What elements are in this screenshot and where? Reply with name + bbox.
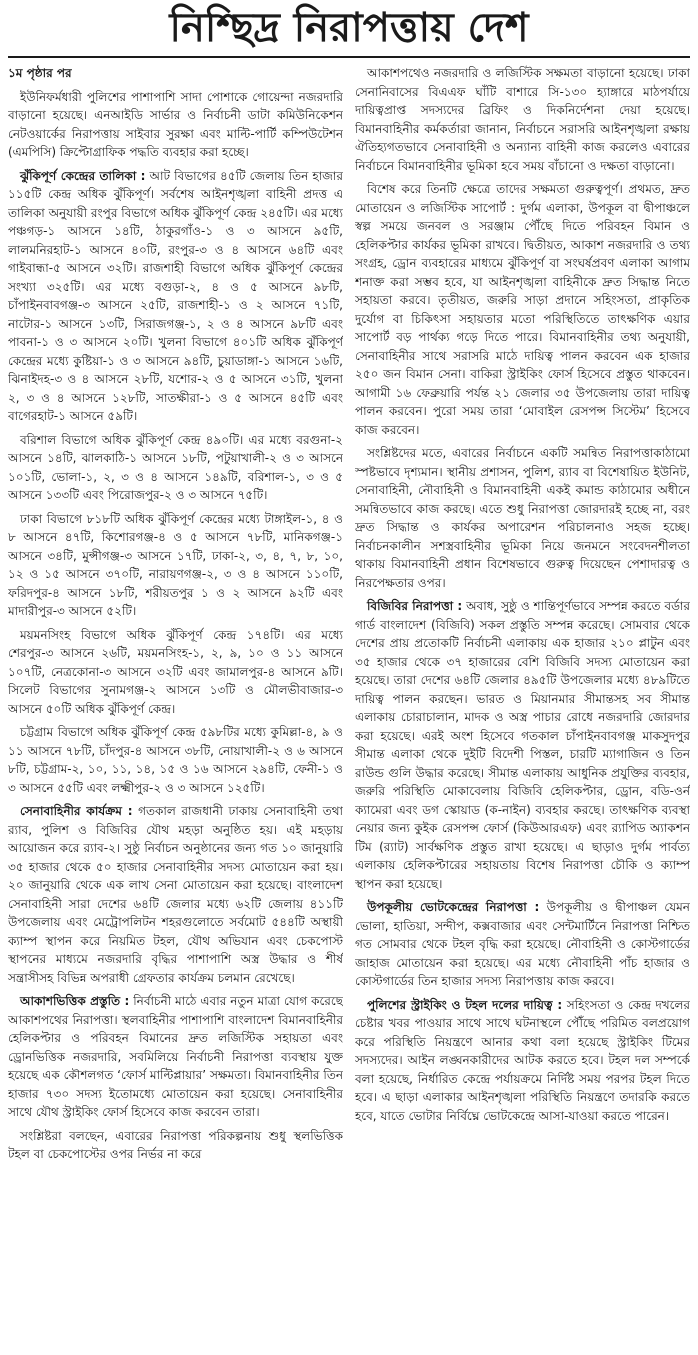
article-paragraph [8,626,343,719]
paragraph-text: নির্বাচনী মাঠে এবার নতুন মাত্রা যোগ করেছে আকাশপথের নিরাপত্তা। স্থলবাহিনীর পাশাপাশি বাংলাদেশ বিমানবাহিনীর হেলিকপ্টার ও পরিবহন বিমানের দ্রুত লজিস্টিক সহায়তা এবং ড্রোনভিত্তিক নজরদারি, সবমিলিয়ে নির্বাচনী নিরাপত্তা ব্যবস্থায় যুক্ত হয়েছে এক কৌশলগত ‘ফোর্স মাল্টিপ্লায়ার’ সক্ষমতা। বিমানবাহিনীর তিন হাজার ৭৩০ সদস্য ইতোমধ্যে মোতায়েন করা হয়েছে। সেনাবাহিনীর সাথে যৌথ স্ট্রাইকিং ফোর্স হিসেবে কাজ করবেন তারা। [8,994,343,1119]
article-headline: নিশ্ছিদ্র নিরাপত্তায় দেশ [169,4,529,51]
article-paragraph [8,510,343,621]
paragraph-text: গতকাল রাজধানী ঢাকায় সেনাবাহিনী তথা র‍্যাব, পুলিশ ও বিজিবির যৌথ মহড়া অনুষ্ঠিত হয়। এই মহড়ায় আয়োজন করে র‍্যাব-২। সুষ্ঠু নির্বাচন অনুষ্ঠানের জন্য গত ১০ জানুয়ারি ৩৫ হাজার থেকে ৫০ হাজার সেনাবাহিনীর সদস্য মোতায়েন করা হয়। ২০ জানুয়ারি থেকে এক লাখ সেনা মোতায়েন করা হয়েছে। বাংলাদেশ সেনাবাহিনী সারা দেশের ৬৪টি জেলার মধ্যে ৬২টি জেলায় ৪১১টি উপজেলায় এবং মেট্রোপলিটন শহরগুলোতে সর্বমোট ৫৪৪টি অস্থায়ী ক্যাম্প স্থাপন করে নিয়মিত টহল, যৌথ অভিযান এবং চেকপোস্ট স্থাপনের মাধ্যমে নজরদারি বৃদ্ধির পাশাপাশি অস্ত্র উদ্ধার ও শীর্ষ সন্ত্রাসীসহ বিভিন্ন অপরাধী গ্রেফতার কার্যক্রম চলমান রেখেছে। [8,804,343,985]
paragraph-text: ময়মনসিংহ বিভাগে অধিক ঝুঁকিপূর্ণ কেন্দ্র ১৭৪টি। এর মধ্যে শেরপুর-৩ আসনে ২৬টি, ময়মনসিংহ-১, ২, ৯, ১০ ও ১১ আসনে ১০৭টি, নেত্রকোনা-৩ আসনে ৩২টি এবং জামালপুর-৪ আসনে ৯টি। সিলেট বিভাগের সুনামগঞ্জ-২ আসনে ১৩টি ও মৌলভীবাজার-৩ আসনে ৫০টি অধিক ঝুঁকিপূর্ণ কেন্দ্র। [8,627,343,716]
article-paragraph [355,180,690,439]
subheading: বিজিবির নিরাপত্তা : [367,599,463,613]
paragraph-text: আকাশপথেও নজরদারি ও লজিস্টিক সক্ষমতা বাড়ানো হয়েছে। ঢাকা সেনানিবাসের বিএএফ ঘাঁটি বাশারে সি-১৩০ হ্যাঙ্গারে মাঠপর্যায়ে দায়িত্বপ্রাপ্ত সদস্যদের ব্রিফিং ও দিকনির্দেশনা দেয়া হয়েছে। বিমানবাহিনীর কর্মকর্তারা জানান, নির্বাচনে সরাসরি আইনশৃঙ্খলা রক্ষায় ঐতিহ্যগতভাবে সেনাবাহিনী ও অন্যান্য বাহিনী কাজ করলেও এবারের নির্বাচনে বিমানবাহিনীর ভূমিকা হবে সময় বাঁচানো ও দক্ষতা বাড়ানো। [355,66,690,173]
continued-from-label: ১ম পৃষ্ঠার পর [8,66,72,80]
article-paragraph [355,996,690,1126]
article-column-left [8,64,343,1346]
subheading: উপকূলীয় ভোটকেন্দ্রের নিরাপত্তা : [367,900,540,914]
article-body [8,64,690,1346]
paragraph-text: বিশেষ করে তিনটি ক্ষেত্রে তাদের সক্ষমতা গুরুত্বপূর্ণ। প্রথমত, দ্রুত মোতায়েন ও লজিস্টিক সাপোর্ট : দুর্গম এলাকা, উপকূল বা দ্বীপাঞ্চলে স্বল্প সময়ে জনবল ও সরঞ্জাম পৌঁছে দিতে পরিবহন বিমান ও হেলিকপ্টার কার্যকর ভূমিকা রাখবে। দ্বিতীয়ত, আকাশ নজরদারি ও তথ্য সংগ্রহ, ড্রোন ব্যবহারের মাধ্যমে ঝুঁকিপূর্ণ বা সংঘর্ষপ্রবণ এলাকা আগাম শনাক্ত করা সম্ভব হবে, যা আইনশৃঙ্খলা বাহিনীকে দ্রুত সিদ্ধান্ত নিতে সহায়তা করবে। তৃতীয়ত, জরুরি সাড়া প্রদানে সহিংসতা, প্রাকৃতিক দুর্যোগ বা চিকিৎসা সহায়তার মতো পরিস্থিতিতে তাৎক্ষণিক এয়ার সাপোর্ট বড় পার্থক্য গড়ে দিতে পারে। বিমানবাহিনীর তথ্য অনুযায়ী, সেনাবাহিনীর সাথে সরাসরি মাঠে দায়িত্ব পালন করবেন এক হাজার ২৫০ জন বিমান সেনা। বাকিরা স্ট্রাইকিং ফোর্স হিসেবে প্রস্তুত থাকবেন। আগামী ১৬ ফেব্রুয়ারি পর্যন্ত ২১ জেলার ৩৫ উপজেলায় তারা দায়িত্ব পালন করবেন। পুরো সময় তারা ‘মোবাইল রেসপন্স সিস্টেম’ হিসেবে কাজ করবেন। [355,182,690,437]
article-paragraph [8,1127,343,1164]
subheading: পুলিশের স্ট্রাইকিং ও টহল দলের দায়িত্ব : [367,997,563,1012]
article-paragraph [355,597,690,893]
headline-rule [8,56,690,58]
paragraph-text: আট বিভাগের ৪৫টি জেলায় তিন হাজার ১১৫টি কেন্দ্র অধিক ঝুঁকিপূর্ণ। সর্বশেষ আইনশৃঙ্খলা বাহিনী প্রদত্ত এ তালিকা অনুযায়ী রংপুর বিভাগে অধিক ঝুঁকিপূর্ণ কেন্দ্র ২৪৫টি। এর মধ্যে পঞ্চগড়-১ আসনে ১৪টি, ঠাকুরগাঁও-১ ও ৩ আসনে ৯৫টি, লালমনিরহাট-১ আসনে ৪০টি, রংপুর-৩ ও ৪ আসনে ৬৪টি এবং গাইবান্ধা-৫ আসনে ৩২টি। রাজশাহী বিভাগে অধিক ঝুঁকিপূর্ণ কেন্দ্রের সংখ্যা ৩২৫টি। এর মধ্যে বগুড়া-২, ৪ ও ৫ আসনে ৯৮টি, চাঁপাইনবাবগঞ্জ-৩ আসনে ২৫টি, রাজশাহী-১ ও ২ আসনে ৭১টি, নাটোর-১ আসনে ১৩টি, সিরাজগঞ্জ-১, ২ ও ৪ আসনে ৯৮টি এবং পাবনা-১ ও ৩ আসনে ২০টি। খুলনা বিভাগে ৪০১টি অধিক ঝুঁকিপূর্ণ কেন্দ্রের মধ্যে কুষ্টিয়া-১ ও ৩ আসনে ৯৪টি, চুয়াডাঙ্গা-১ আসনে ১৬টি, ঝিনাইদহ-৩ ও ৪ আসনে ২৮টি, যশোর-২ ও ৫ আসনে ৩১টি, খুলনা ২, ৩ ও ৪ আসনে ১২৮টি, সাতক্ষীরা-১ ও ৫ আসনে ৪৫টি এবং বাগেরহাট-১ আসনে ৫৯টি। [8,168,343,423]
paragraph-text: সংশ্লিষ্টদের মতে, এবারের নির্বাচনে একটি সমন্বিত নিরাপত্তাকাঠামো স্পষ্টভাবে দৃশ্যমান। স্থানীয় প্রশাসন, পুলিশ, র‍্যাব বা বিশেষায়িত ইউনিট, সেনাবাহিনী, নৌবাহিনী ও বিমানবাহিনী একই কমান্ড কাঠামোর অধীনে সমন্বিতভাবে কাজ করছে। এতে শুধু নিরাপত্তা জোরদারই হচ্ছে না, বরং দ্রুত সিদ্ধান্ত ও কার্যকর অপারেশন পরিচালনাও সহজ হচ্ছে। নির্বাচনকালীন সশস্ত্রবাহিনীর ভূমিকা নিয়ে জনমনে সংবেদনশীলতা থাকায় বিমানবাহিনী প্রধান বিশেষভাবে গুরুত্ব দিয়েছেন পেশাদারত্ব ও নিরপেক্ষতার ওপর। [355,446,690,590]
subheading: সেনাবাহিনীর কার্যক্রম : [20,804,133,818]
article-paragraph [8,88,343,162]
paragraph-text: চট্টগ্রাম বিভাগে অধিক ঝুঁকিপূর্ণ কেন্দ্র ৫৯৮টির মধ্যে কুমিল্লা-৪, ৯ ও ১১ আসনে ৭৮টি, চাঁদপুর-৪ আসনে ৩৮টি, নোয়াখালী-২ ও ৬ আসনে ৮টি, চট্টগ্রাম-২, ১০, ১১, ১৪, ১৫ ও ১৬ আসনে ২৯৪টি, ফেনী-১ ও ৩ আসনে ৫৫টি এবং লক্ষ্মীপুর-২ ও ৩ আসনে ১২৫টি। [8,725,343,795]
article-paragraph [355,898,690,991]
article-paragraph [8,802,343,987]
article-paragraph [8,167,343,426]
paragraph-text: বরিশাল বিভাগে অধিক ঝুঁকিপূর্ণ কেন্দ্র ৪৯০টি। এর মধ্যে বরগুনা-২ আসনে ১৪টি, ঝালকাঠি-১ আসনে ১৮টি, পটুয়াখালী-২ ও ৩ আসনে ১০১টি, ভোলা-১, ২, ৩ ও ৪ আসনে ১৪৯টি, বরিশাল-১, ৩ ও ৫ আসনে ১৩৩টি এবং পিরোজপুর-২ ও ৩ আসনে ৭৫টি। [8,432,343,502]
paragraph-text: ঢাকা বিভাগে ৮১৮টি অধিক ঝুঁকিপূর্ণ কেন্দ্রের মধ্যে টাঙ্গাইল-১, ৪ ও ৮ আসনে ৪৭টি, কিশোরগঞ্জ-৪ ও ৫ আসনে ৭৮টি, মানিকগঞ্জ-১ আসনে ৩৪টি, মুন্সীগঞ্জ-৩ আসনে ১৭টি, ঢাকা-২, ৩, ৪, ৭, ৮, ১০, ১২ ও ১৫ আসনে ৩৭০টি, নারায়ণগঞ্জ-২, ৩ ও ৪ আসনে ১১০টি, ফরিদপুর-৪ আসনে ১৮টি, শরীয়তপুর ১ ও ২ আসনে ৯২টি এবং মাদারীপুর-৩ আসনে ৫২টি। [8,511,343,618]
article-column-right [355,64,690,1346]
article-paragraph [355,444,690,592]
article-paragraph [355,64,690,175]
subheading: ঝুঁকিপূর্ণ কেন্দ্রের তালিকা : [20,168,146,183]
article-paragraph [8,431,343,505]
subheading: আকাশভিত্তিক প্রস্তুতি : [20,994,130,1008]
article-paragraph [8,723,343,797]
article-paragraph [8,992,343,1122]
paragraph-text: অবাধ, সুষ্ঠু ও শান্তিপূর্ণভাবে সম্পন্ন করতে বর্ডার গার্ড বাংলাদেশ (বিজিবি) সকল প্রস্তুতি সম্পন্ন করেছে। সোমবার থেকে দেশের প্রায় প্রতোকটি নির্বাচনী এলাকায় এক হাজার ২১০ প্লাটুন এবং ৩৫ হাজার থেকে ৩৭ হাজারের বেশি বিজিবি সদস্য মোতায়েন করা হয়েছে। তারা দেশের ৬৪টি জেলার ৪৯৫টি উপজেলার মধ্যে ৪৮৯টিতে দায়িত্ব পালন করছেন। ভারত ও মিয়ানমার সীমান্তসহ সব সীমান্ত এলাকায় চোরাচালান, মাদক ও অস্ত্র পাচার রোধে নজরদারি জোরদার করা হয়েছে। এরই অংশ হিসেবে গতকাল চাঁপাইনবাবগঞ্জ মাকসুদপুর সীমান্ত এলাকা থেকে দুইটি বিদেশী পিস্তল, চারটি ম্যাগাজিন ও তিন রাউন্ড গুলি উদ্ধার করেছে। সীমান্ত এলাকায় আধুনিক প্রযুক্তির ব্যবহার, জরুরি পরিস্থিতি মোকাবেলায় বিজিবি হেলিকপ্টার, ড্রোন, বডি-ওর্ন ক্যামেরা এবং ডগ স্কোয়াড (ক-নাইন) ব্যবহার করছে। তাৎক্ষণিক ব্যবস্থা নেয়ার জন্য কুইক রেসপন্স ফোর্স (কিউআরএফ) এবং র‍্যাপিড অ্যাকশন টিম (র‍্যাট) সার্বক্ষণিক প্রস্তুত রাখা হয়েছে। এ ছাড়াও দুর্গম পার্বত্য এলাকায় হেলিকপ্টারের সহায়তায় বিশেষ নিরাপত্তা চৌকি ও ক্যাম্প স্থাপন করা হয়েছে। [355,599,690,891]
paragraph-text: সহিংসতা ও কেন্দ্র দখলের চেষ্টার খবর পাওয়ার সাথে সাথে ঘটনাস্থলে পৌঁছে পরিমিত বলপ্রয়োগ করে পরিস্থিতি নিয়ন্ত্রণে আনার কথা বলা হয়েছে স্ট্রাইকিং টিমের সদস্যদের। আইন লঙ্ঘনকারীদের আটক করতে হবে। টহল দল সম্পর্কে বলা হয়েছে, নির্ধারিত কেন্দ্রে পর্যায়ক্রমে নির্দিষ্ট সময় পরপর টহল দিতে হবে। এ ছাড়া এলাকার আইনশৃঙ্খলা পরিস্থিতি নিয়ন্ত্রণে তদারকি করতে হবে, যাতে ভোটার নির্বিঘ্নে ভোটকেন্দ্রে আসা-যাওয়া করতে পারেন। [355,997,690,1123]
paragraph-text: উপকূলীয় ও দ্বীপাঞ্চল যেমন ভোলা, হাতিয়া, সন্দীপ, কক্সবাজার এবং সেন্টমার্টিনে নিরাপত্তা নিশ্চিত গত সোমবার থেকে টহল বৃদ্ধি করা হয়েছে। নৌবাহিনী ও কোস্টগার্ডের জাহাজ মোতায়েন করা হয়েছে। এর মধ্যে নৌবাহিনী পাঁচ হাজার ও কোস্টগার্ডের তিন হাজার সদস্য নিরাপত্তায় কাজ করবে। [355,900,690,988]
paragraph-text: ইউনিফর্মধারী পুলিশের পাশাপাশি সাদা পোশাকে গোয়েন্দা নজরদারি বাড়ানো হয়েছে। এনআইডি সার্ভার ও নির্বাচনী ডাটা কমিউনিকেশন নেটওয়ার্কের নিরাপত্তায় সাইবার সুরক্ষা এবং মাল্টি-পার্টি কম্পিউটেশন (এমপিসি) ক্রিপ্টোগ্রাফিক পদ্ধতি ব্যবহার করা হচ্ছে। [8,89,343,159]
paragraph-text: সংশ্লিষ্টরা বলছেন, এবারের নিরাপত্তা পরিকল্পনায় শুধু স্থলভিত্তিক টহল বা চেকপোস্টের ওপর নির্ভর না করে [8,1128,343,1161]
